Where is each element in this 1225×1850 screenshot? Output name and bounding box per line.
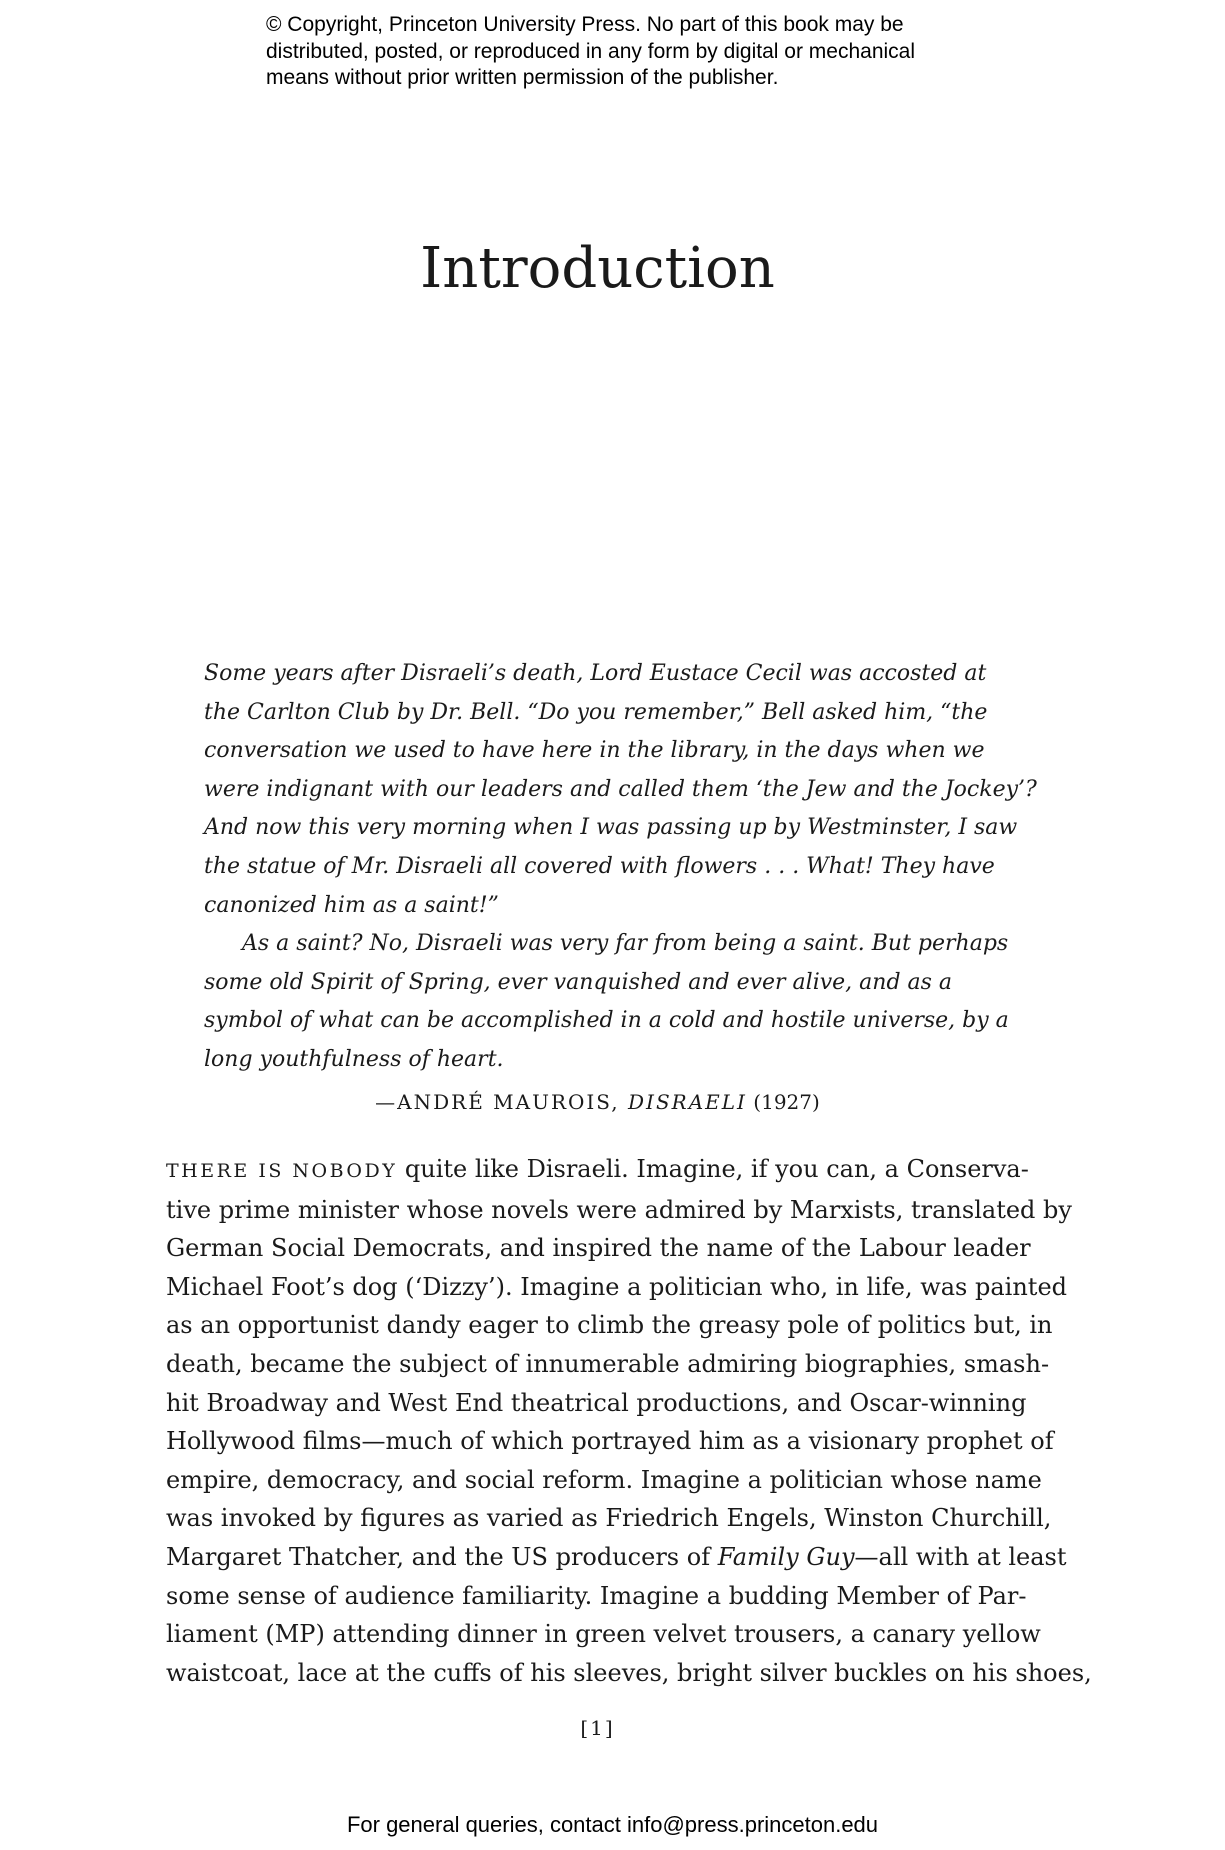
epigraph-line: the Carlton Club by Dr. Bell. “Do you remember,” Bell asked him, “the bbox=[204, 699, 988, 725]
page-number: [1] bbox=[580, 1716, 615, 1740]
attribution-year: (1927) bbox=[746, 1090, 820, 1114]
epigraph-attribution bbox=[0, 1090, 1195, 1114]
copyright-notice bbox=[266, 12, 1026, 92]
body-line: tive prime minister whose novels were admired by Marxists, translated by bbox=[166, 1195, 1072, 1224]
body-line: liament (MP) attending dinner in green velvet trousers, a canary yellow bbox=[166, 1620, 1041, 1649]
body-line bbox=[166, 1538, 1067, 1577]
body-line-text: Margaret Thatcher, and the US producers of bbox=[166, 1542, 718, 1571]
body-line: waistcoat, lace at the cuffs of his sleeves, bright silver buckles on his shoes, bbox=[166, 1658, 1092, 1687]
body-line: hit Broadway and West End theatrical productions, and Oscar-winning bbox=[166, 1388, 1027, 1417]
body-line bbox=[166, 1150, 1036, 1191]
epigraph-line: As a saint? No, Disraeli was very far from being a saint. But perhaps bbox=[242, 931, 1009, 957]
copyright-line: distributed, posted, or reproduced in any form by digital or mechanical bbox=[266, 39, 916, 63]
body-line: Michael Foot’s dog (‘Dizzy’). Imagine a politician who, in life, was painted bbox=[166, 1272, 1068, 1301]
attribution-author: —ANDRÉ MAUROIS, bbox=[375, 1090, 629, 1114]
chapter-title: Introduction bbox=[420, 236, 775, 301]
body-line: was invoked by figures as varied as Friedrich Engels, Winston Churchill, bbox=[166, 1504, 1052, 1533]
contact-footer: For general queries, contact info@press.princeton.edu bbox=[346, 1812, 879, 1837]
body-line: some sense of audience familiarity. Imagine a budding Member of Par- bbox=[166, 1581, 1027, 1610]
body-line: German Social Democrats, and inspired the name of the Labour leader bbox=[166, 1234, 1031, 1263]
copyright-line: means without prior written permission of the publisher. bbox=[266, 66, 779, 89]
italic-title: Family Guy bbox=[717, 1542, 855, 1571]
epigraph-line: symbol of what can be accomplished in a cold and hostile universe, by a bbox=[204, 1008, 1009, 1034]
epigraph bbox=[204, 655, 1037, 1080]
body-line-text: quite like Disraeli. Imagine, if you can, a Conserva- bbox=[397, 1155, 1029, 1183]
attribution-work: DISRAELI bbox=[628, 1090, 747, 1114]
epigraph-line: And now this very morning when I was passing up by Westminster, I saw bbox=[204, 815, 1018, 841]
body-line: death, became the subject of innumerable admiring biographies, smash- bbox=[166, 1349, 1050, 1378]
body-line: as an opportunist dandy eager to climb the greasy pole of politics but, in bbox=[166, 1311, 1053, 1340]
epigraph-line: conversation we used to have here in the library, in the days when we bbox=[204, 738, 985, 764]
epigraph-line: canonized him as a saint!” bbox=[204, 892, 499, 918]
body-line-text: —all with at least bbox=[854, 1542, 1067, 1571]
epigraph-line: the statue of Mr. Disraeli all covered with flowers . . . What! They have bbox=[204, 853, 995, 879]
body-line: Hollywood films—much of which portrayed him as a visionary prophet of bbox=[166, 1427, 1054, 1456]
epigraph-line: some old Spirit of Spring, ever vanquished and ever alive, and as a bbox=[204, 969, 953, 995]
epigraph-line: long youthfulness of heart. bbox=[204, 1046, 504, 1072]
lead-in-smallcaps: THERE IS NOBODY bbox=[166, 1160, 398, 1182]
epigraph-line: were indignant with our leaders and called them ‘the Jew and the Jockey’? bbox=[204, 776, 1037, 802]
body-line: empire, democracy, and social reform. Imagine a politician whose name bbox=[166, 1465, 1042, 1494]
epigraph-line: Some years after Disraeli’s death, Lord Eustace Cecil was accosted at bbox=[204, 661, 987, 686]
copyright-line: © Copyright, Princeton University Press. No part of this book may be bbox=[266, 13, 904, 36]
body-paragraph bbox=[166, 1150, 1092, 1692]
